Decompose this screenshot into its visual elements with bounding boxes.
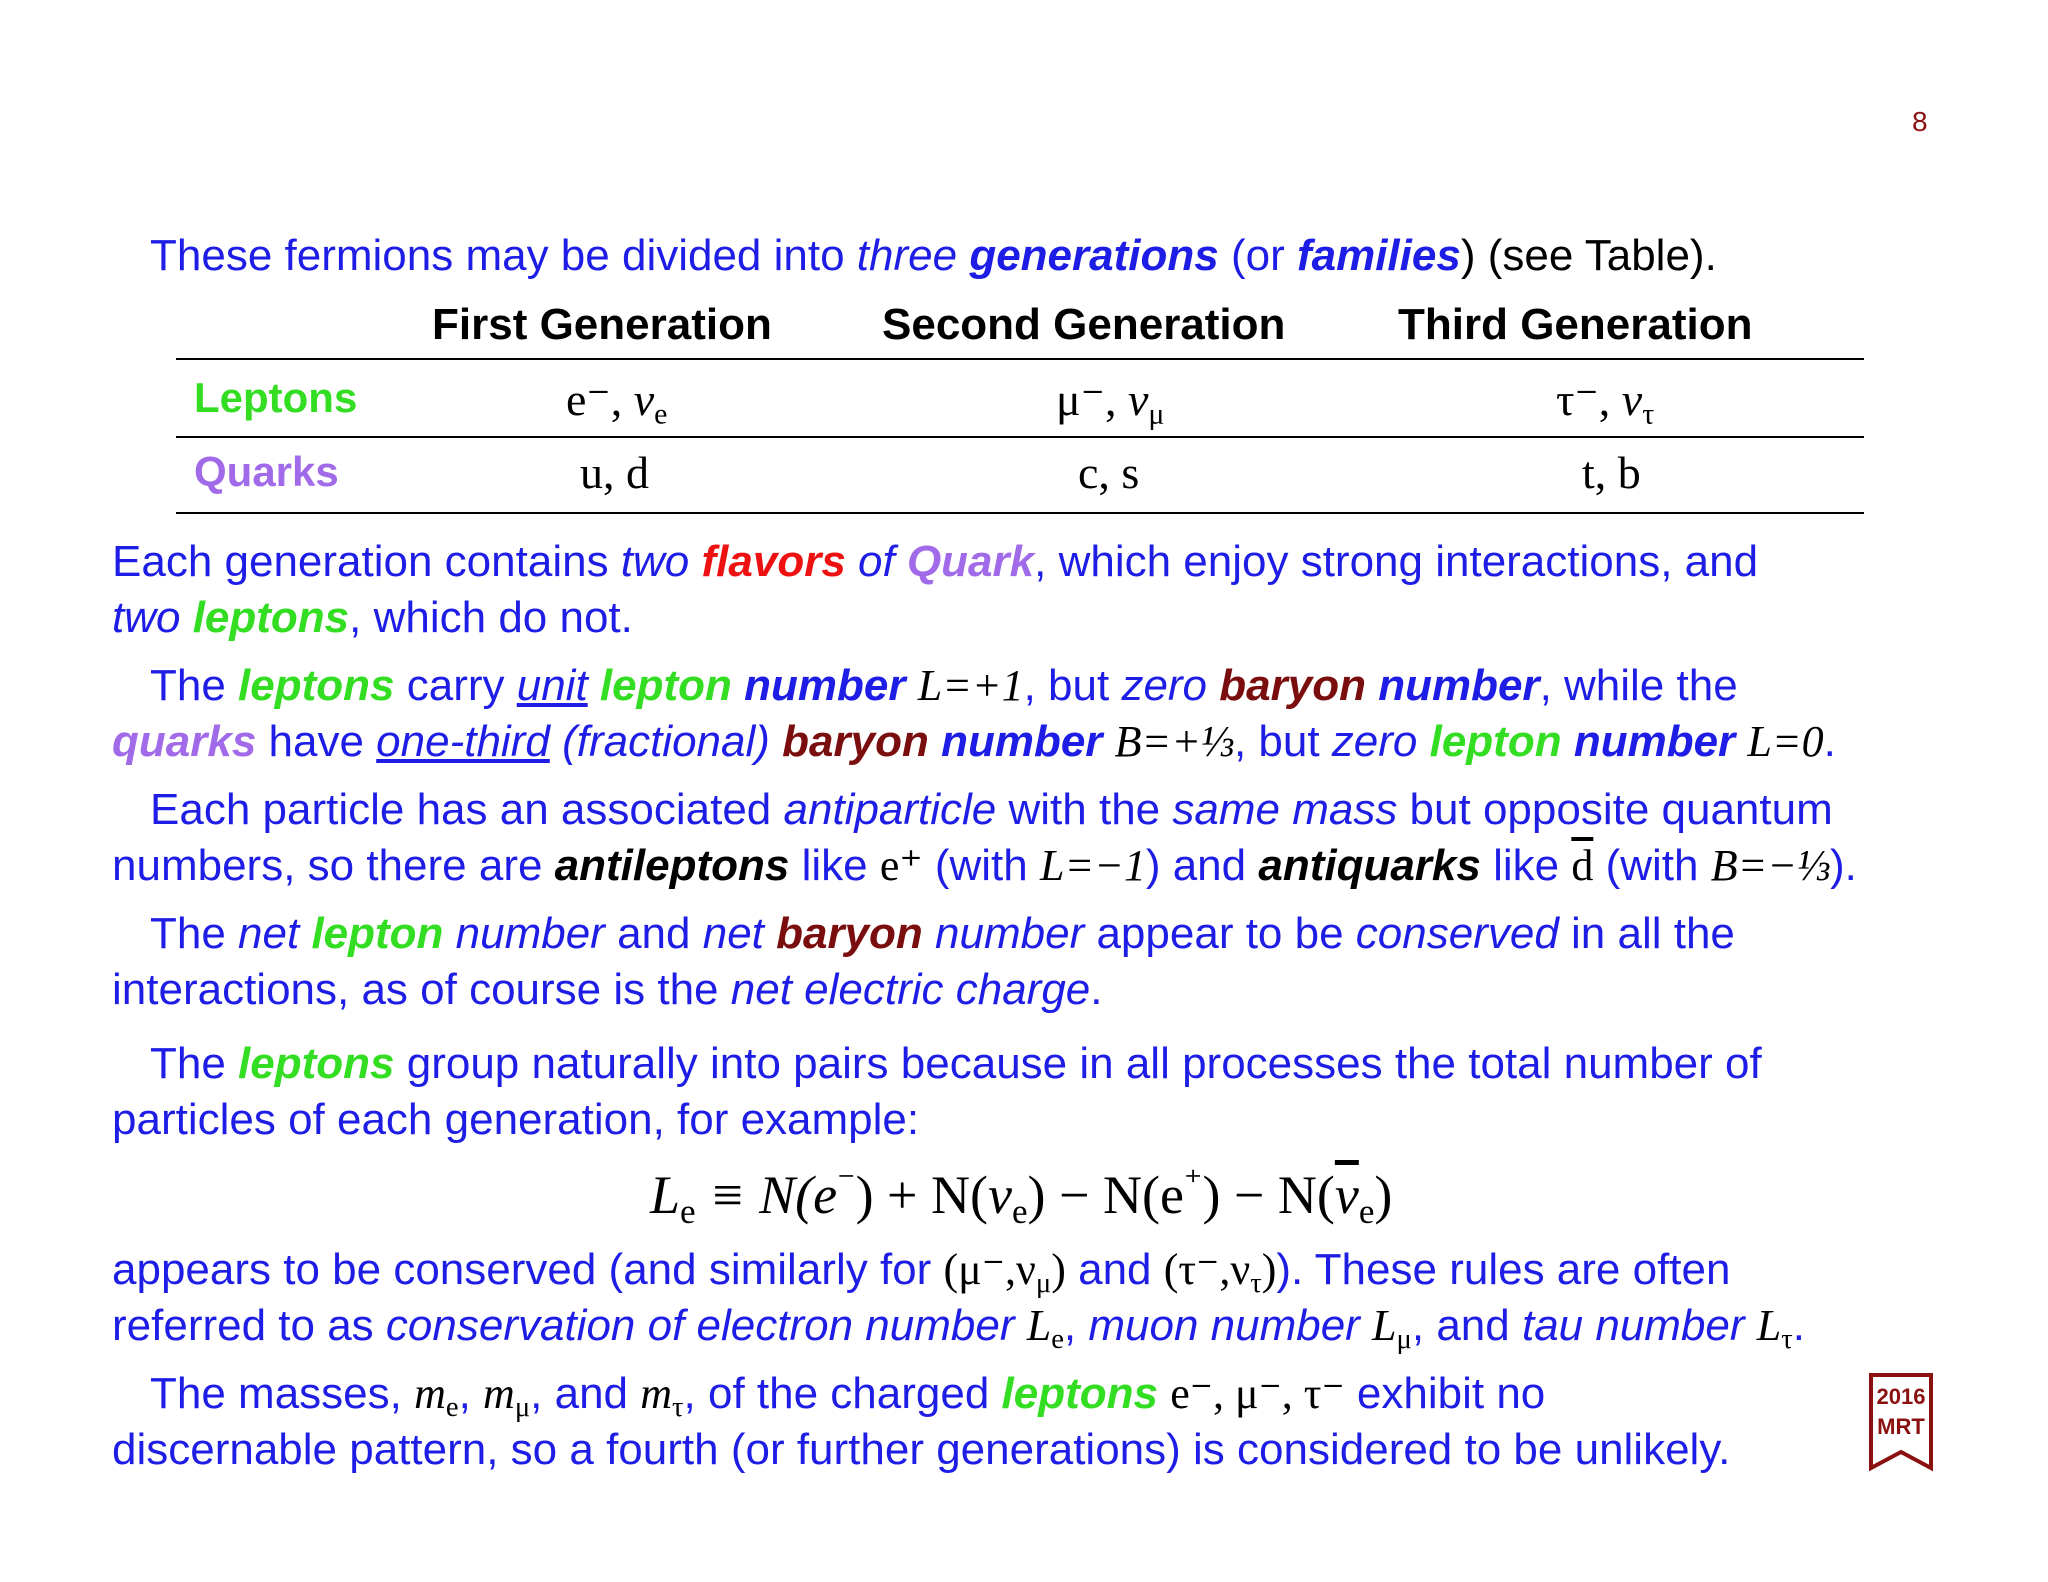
- baryon-number-equation: B=+⅓: [1114, 717, 1234, 766]
- flavors-term: flavors: [701, 537, 846, 586]
- table-rule-bottom: [176, 512, 1864, 514]
- zero-lepton-equation: L=0: [1747, 717, 1824, 766]
- quark-first-gen: u, d: [580, 447, 649, 498]
- electron-number-equation: $L_e \equiv N(e^{^-}) + N(\nu_e) - N(e^{^+}) - N(\overline{\nu}_e)$: [650, 1162, 1393, 1231]
- table-rule-middle: [176, 436, 1864, 438]
- families-term: families: [1296, 231, 1461, 280]
- intro-line: [150, 228, 1717, 284]
- p1-line2: two leptons, which do not.: [112, 593, 633, 642]
- header-third-generation: Third Generation: [1398, 300, 1753, 349]
- lepton-first-gen: e⁻, $\nu_e$: [566, 374, 668, 431]
- p6-line2: referred to as conservation of electron number $L_e$, muon number $L_\mu$, and tau number $L_\tau$.: [112, 1301, 1805, 1355]
- logo-initials: MRT: [1877, 1414, 1925, 1439]
- lepton-third-gen: τ⁻, $\nu_\tau$: [1556, 374, 1655, 431]
- positron-symbol: e⁺: [879, 841, 923, 890]
- p6-line1: appears to be conserved (and similarly for $(\mu^-,\nu_\mu)$ and $(\tau^-,\nu_\tau)$). These rules are often: [112, 1245, 1731, 1299]
- p3-line1: Each particle has an associated antiparticle with the same mass but opposite quantum: [150, 785, 1833, 834]
- quark-term: Quark: [906, 537, 1035, 586]
- header-second-generation: Second Generation: [882, 300, 1286, 349]
- p3-line2: numbers, so there are antileptons like e⁺ (with L=−1) and antiquarks like $\overline{d}$ (with B=−⅓).: [112, 841, 1857, 890]
- quark-second-gen: c, s: [1078, 447, 1140, 498]
- mrt-logo: [1868, 1372, 1934, 1472]
- p7-line2: discernable pattern, so a fourth (or further generations) is considered to be unlikely.: [112, 1425, 1731, 1474]
- row-label-leptons: Leptons: [194, 374, 358, 421]
- p2-line2: quarks have one-third (fractional) baryon number B=+⅓, but zero lepton number L=0.: [112, 717, 1836, 766]
- p7-line1: The masses, $m_e$, $m_\mu$, and $m_\tau$, of the charged leptons e⁻, μ⁻, τ⁻ exhibit no: [150, 1369, 1546, 1423]
- lepton-number-equation: L=+1: [917, 661, 1024, 710]
- charged-leptons-symbols: e⁻, μ⁻, τ⁻: [1170, 1369, 1345, 1418]
- p4-line1: The net lepton number and net baryon number appear to be conserved in all the: [150, 909, 1735, 958]
- logo-year: 2016: [1876, 1384, 1926, 1409]
- row-label-quarks: Quarks: [194, 448, 339, 495]
- intro-text-c: ) (see Table).: [1460, 231, 1717, 280]
- p2-line1: The leptons carry unit lepton number L=+1, but zero baryon number, while the: [150, 661, 1738, 710]
- intro-text-b: (or: [1218, 231, 1297, 280]
- slide-number: 8: [1912, 106, 1928, 137]
- p1-line1: Each generation contains two flavors of Quark, which enjoy strong interactions, and: [112, 537, 1759, 586]
- quark-third-gen: t, b: [1582, 447, 1641, 498]
- intro-text: These fermions may be divided into: [150, 231, 857, 280]
- p5-line1: The leptons group naturally into pairs because in all processes the total number of: [150, 1039, 1762, 1088]
- lepton-second-gen: μ⁻, $\nu_\mu$: [1056, 374, 1165, 431]
- antidown-symbol: $\overline{d}$: [1571, 841, 1594, 890]
- leptons-term: leptons: [192, 593, 350, 642]
- p5-line2: particles of each generation, for example:: [112, 1095, 920, 1144]
- header-first-generation: First Generation: [432, 300, 772, 349]
- three-term: three: [856, 231, 958, 280]
- generations-term: generations: [969, 231, 1219, 280]
- table-rule-top: [176, 358, 1864, 360]
- p4-line2: interactions, as of course is the net electric charge.: [112, 965, 1103, 1014]
